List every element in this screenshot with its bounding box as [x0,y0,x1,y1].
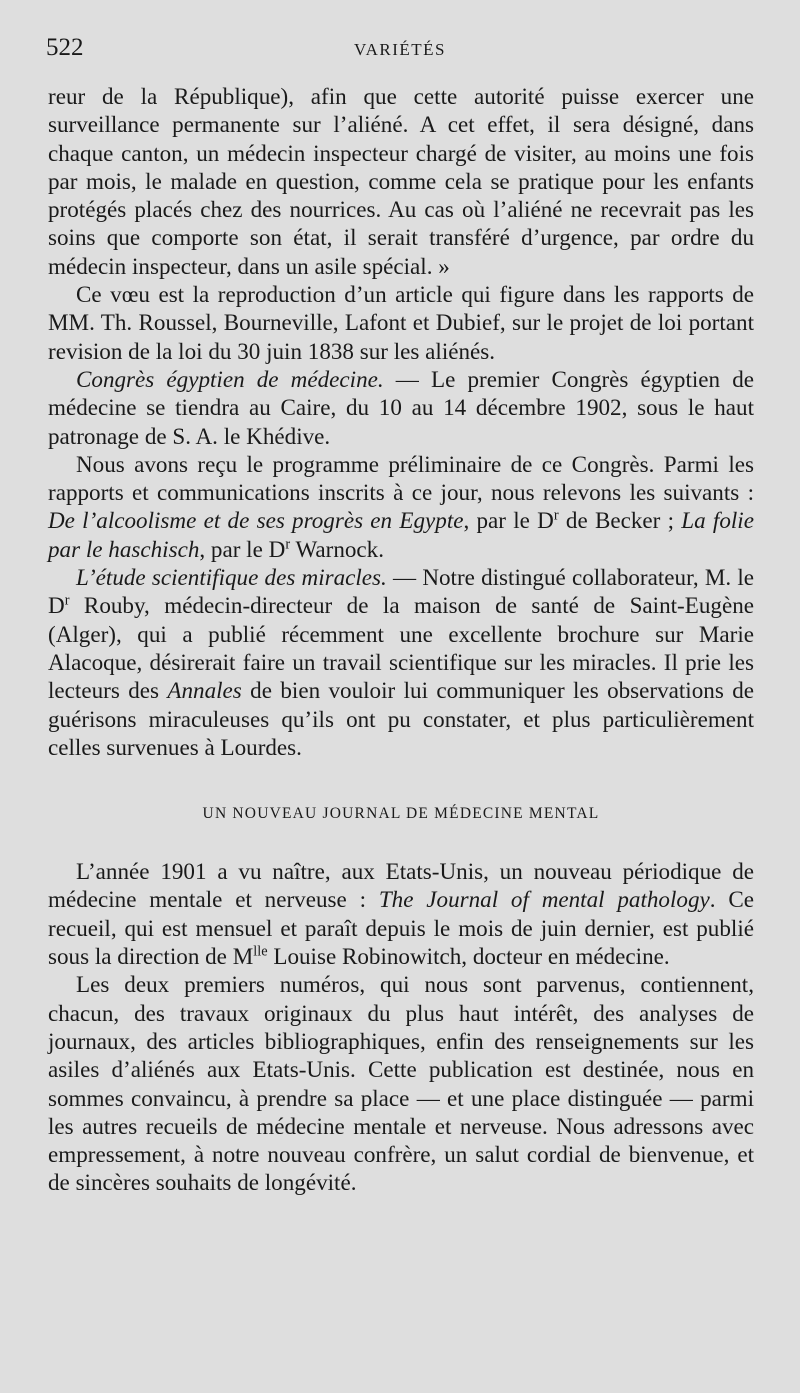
congres-title: Congrès égyptien de médecine. [76,365,384,392]
paragraph-congres [48,365,754,450]
superscript: r [64,592,70,609]
text-run: . Ce recueil, qui est mensuel et paraît depuis le mois de juin dernier, est publié sous la direction de M [48,886,754,970]
superscript: r [285,536,291,553]
journal-title: The Journal of mental pathology [378,886,710,913]
text-run: — Notre distingué collaborateur, M. le D [48,564,754,619]
miracles-title: L’étude scientifique des miracles. [76,564,387,591]
paragraph-journal [48,857,754,970]
page-body [48,82,754,1197]
text-run: Rouby, médecin-directeur de la maison de santé de Saint-Eugène (Alger), qui a publié récemment une excellente brochure sur Marie Alacoque, désirerait faire un travail scientifique sur les miracles. Il prie les lecteurs des [48,592,754,704]
page-header [46,34,754,74]
paragraph-voeu: Ce vœu est la reproduction d’un article qui figure dans les rapports de MM. Th. Roussel, Bourneville, Lafont et Dubief, sur le projet de loi portant revision de la loi du 30 juin 1838 sur les aliénés. [48,281,754,364]
rapport-title-haschisch: La folie par le haschisch [48,507,754,562]
text-run: , par le D [463,507,554,534]
paragraph-numeros: Les deux premiers numéros, qui nous sont parvenus, contiennent, chacun, des travaux originaux du plus haut intérêt, des analyses de journaux, des articles bibliographiques, enfin des renseignements sur les asiles d’aliénés aux Etats-Unis. Cette publication est destinée, nous en sommes convaincu, à prendre sa place — et une place distinguée — parmi les autres recueils de médecine mentale et nerveuse. Nous adressons avec empressement, à notre nouveau confrère, un salut cordial de bienvenue, et de sincères souhaits de longévité. [48,971,754,1196]
congres-text: — Le premier Congrès égyptien de médecine se tiendra au Caire, du 10 au 14 décembre 1902, sous le haut patronage de S. A. le Khédive. [48,365,754,449]
running-head: VARIÉTÉS [354,40,446,59]
text-run: Nous avons reçu le programme préliminaire de ce Congrès. Parmi les rapports et communications inscrits à ce jour, nous relevons les suivants : [48,450,754,506]
paragraph-continued: reur de la République), afin que cette autorité puisse exercer une surveillance permanente sur l’aliéné. A cet effet, il sera désigné, dans chaque canton, un médecin inspecteur chargé de visiter, au moins une fois par mois, le malade en question, comme cela se pratique pour les enfants protégés placés chez des nourrices. Au cas où l’aliéné ne recevrait pas les soins que comporte son état, il serait transféré d’urgence, par ordre du médecin inspecteur, dans un asile spécial. » [48,83,754,279]
paragraph-miracles [48,563,754,761]
annales-title: Annales [167,677,242,704]
text-run: de bien vouloir lui communiquer les observations de guérisons miraculeuses qu’ils ont pu constater, et plus particulièrement celles survenues à Lourdes. [48,677,754,760]
text-run: , par le D [199,535,286,562]
section-heading: UN NOUVEAU JOURNAL DE MÉDECINE MENTAL [202,805,600,823]
text-run: Warnock. [290,535,385,562]
text-run: L’année 1901 a vu naître, aux Etats-Unis, un nouveau périodique de médecine mentale et nerveuse : [48,858,754,913]
superscript: r [553,507,559,524]
page-number: 522 [46,34,84,61]
text-run: Louise Robinowitch, docteur en médecine. [267,943,670,970]
superscript: lle [253,943,268,960]
paragraph-programme [48,450,754,563]
rapport-title-alcoolisme: De l’alcoolisme et de ses progrès en Egypte [48,507,464,534]
text-run: de Becker ; [558,507,682,534]
